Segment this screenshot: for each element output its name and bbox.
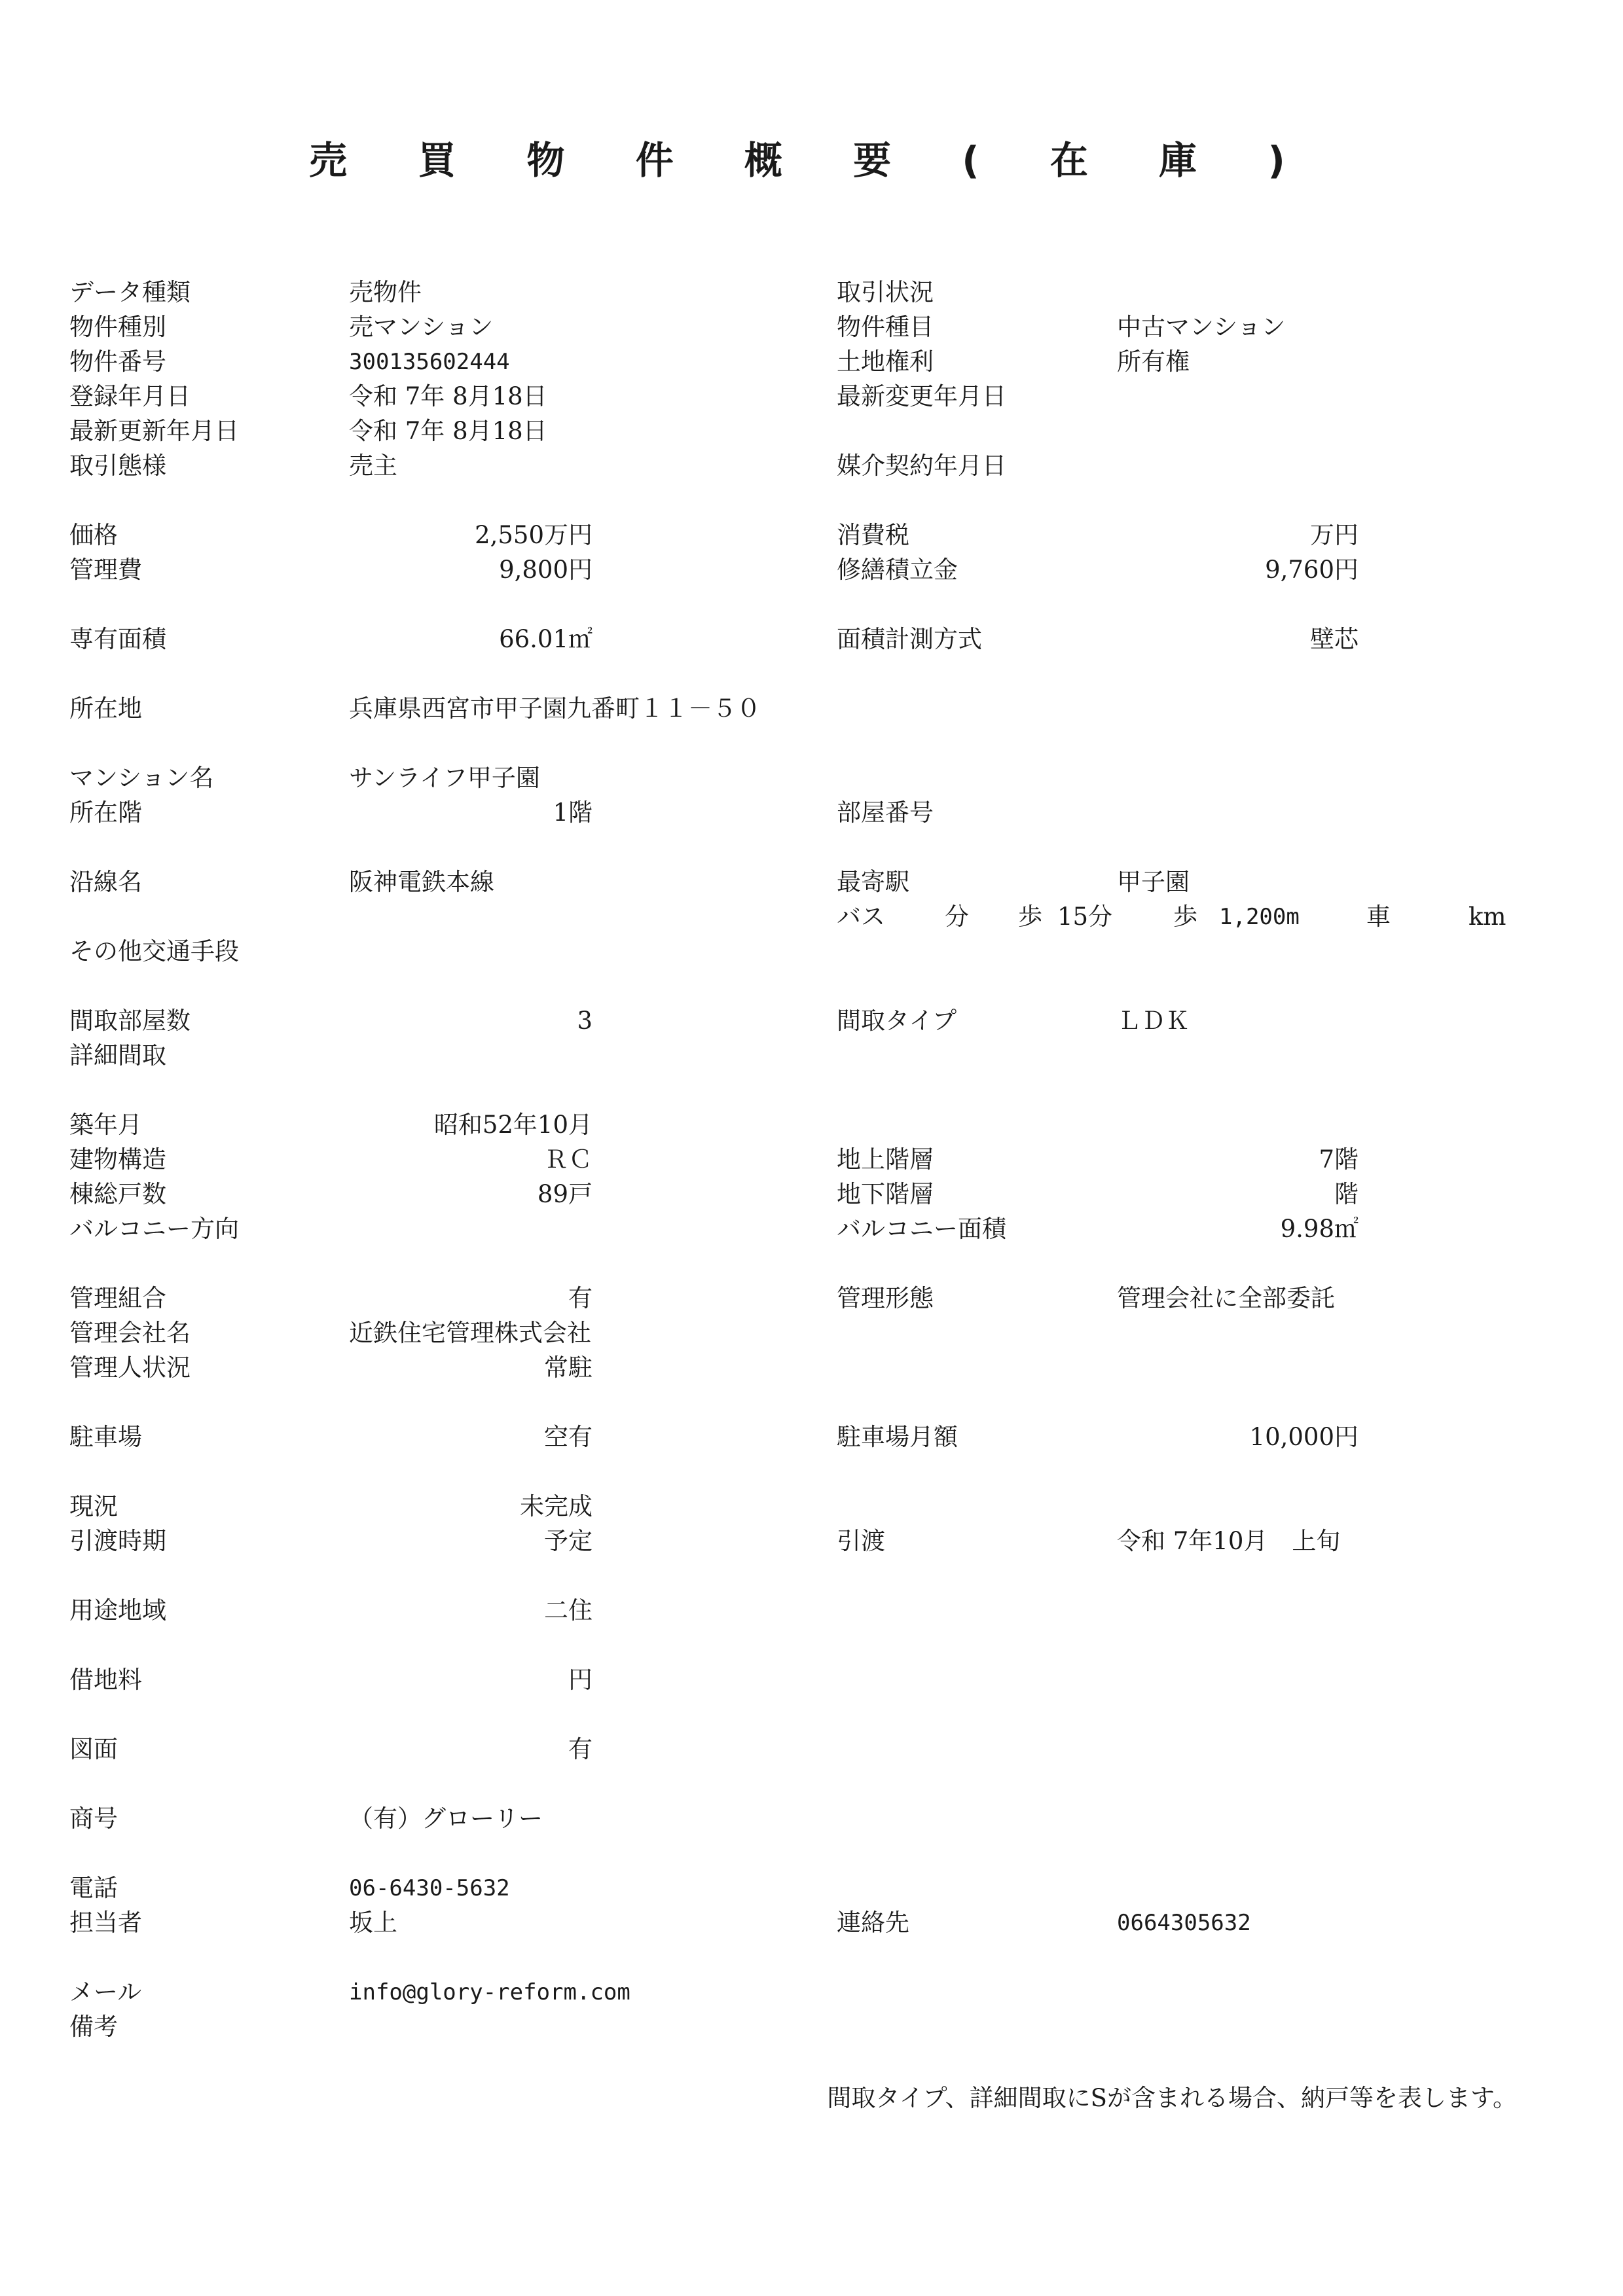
value-mgmt-union: 有 xyxy=(568,1284,593,1312)
value-line: 阪神電鉄本線 xyxy=(349,868,494,896)
access-walk-distance: 1,200m xyxy=(1219,904,1300,930)
label-updated-date: 最新更新年月日 xyxy=(69,417,239,445)
label-mgmt-form: 管理形態 xyxy=(837,1284,934,1312)
value-property-class: 売マンション xyxy=(349,313,494,341)
label-manager-status: 管理人状況 xyxy=(69,1354,191,1382)
label-property-number: 物件番号 xyxy=(69,348,166,376)
label-layout-detail: 詳細間取 xyxy=(69,1041,166,1069)
value-layout-type: ＬＤＫ xyxy=(1117,1007,1190,1035)
label-delivery-timing: 引渡時期 xyxy=(69,1527,166,1555)
value-management-fee: 9,800円 xyxy=(499,556,593,584)
label-land-rent: 借地料 xyxy=(69,1666,142,1694)
label-delivery: 引渡 xyxy=(837,1527,885,1555)
value-registered-date: 令和 7年 8月18日 xyxy=(349,382,547,410)
value-location: 兵庫県西宮市甲子園九番町１１－５０ xyxy=(349,694,761,723)
label-price: 価格 xyxy=(69,521,118,549)
label-mgmt-company: 管理会社名 xyxy=(69,1319,191,1347)
label-rooms: 間取部屋数 xyxy=(69,1007,191,1035)
value-exclusive-area: 66.01㎡ xyxy=(499,625,593,653)
value-below-floors: 階 xyxy=(1334,1180,1359,1208)
label-changed-date: 最新変更年月日 xyxy=(837,382,1006,410)
label-contract-date: 媒介契約年月日 xyxy=(837,452,1006,480)
label-contact: 連絡先 xyxy=(837,1909,909,1937)
access-car-unit: km xyxy=(1468,903,1506,931)
label-drawings: 図面 xyxy=(69,1735,118,1763)
value-repair-reserve: 9,760円 xyxy=(1265,556,1359,584)
label-area-method: 面積計測方式 xyxy=(837,625,982,653)
value-contact: 0664305632 xyxy=(1117,1910,1251,1936)
value-mansion-name: サンライフ甲子園 xyxy=(349,764,540,792)
label-parking: 駐車場 xyxy=(69,1423,142,1451)
label-exclusive-area: 専有面積 xyxy=(69,625,166,653)
access-car-label: 車 xyxy=(1366,903,1391,931)
label-total-units: 棟総戸数 xyxy=(69,1180,166,1208)
value-structure: ＲＣ xyxy=(544,1145,593,1174)
value-property-number: 300135602444 xyxy=(349,349,510,375)
footnote: 間取タイプ、詳細間取にSが含まれる場合、納戸等を表します。 xyxy=(827,2084,1517,2112)
value-rooms: 3 xyxy=(577,1007,593,1035)
label-zoning: 用途地域 xyxy=(69,1596,166,1624)
value-transaction-mode: 売主 xyxy=(349,452,397,480)
value-drawings: 有 xyxy=(568,1735,593,1763)
value-total-units: 89戸 xyxy=(537,1180,593,1208)
value-mgmt-form: 管理会社に全部委託 xyxy=(1117,1284,1335,1312)
label-nearest-station: 最寄駅 xyxy=(837,868,909,896)
label-parking-fee: 駐車場月額 xyxy=(837,1423,958,1451)
label-room-number: 部屋番号 xyxy=(837,798,934,827)
label-repair-reserve: 修繕積立金 xyxy=(837,556,958,584)
label-property-item: 物件種目 xyxy=(837,313,934,341)
label-layout-type: 間取タイプ xyxy=(837,1007,957,1035)
value-area-method: 壁芯 xyxy=(1310,625,1359,653)
access-bus-label: バス xyxy=(837,903,885,931)
label-registered-date: 登録年月日 xyxy=(69,382,191,410)
label-management-fee: 管理費 xyxy=(69,556,142,584)
label-trade-status: 取引状況 xyxy=(837,278,934,306)
label-built: 築年月 xyxy=(69,1111,142,1139)
value-email: info@glory-reform.com xyxy=(349,1979,630,2005)
page-title: 売 買 物 件 概 要 ( 在 庫 ) xyxy=(309,138,1314,183)
value-current-status: 未完成 xyxy=(520,1492,593,1520)
value-parking: 空有 xyxy=(544,1423,593,1451)
value-price: 2,550万円 xyxy=(475,521,593,549)
value-consumption-tax: 万円 xyxy=(1310,521,1359,549)
value-built: 昭和52年10月 xyxy=(433,1111,593,1139)
value-mgmt-company: 近鉄住宅管理株式会社 xyxy=(349,1319,591,1347)
access-bus-minutes: 分 xyxy=(945,903,969,931)
label-phone: 電話 xyxy=(69,1874,118,1902)
value-manager-status: 常駐 xyxy=(544,1354,593,1382)
label-email: メール xyxy=(69,1978,142,2006)
value-floor: 1階 xyxy=(553,798,593,827)
label-notes: 備考 xyxy=(69,2013,118,2041)
value-person: 坂上 xyxy=(349,1909,397,1937)
label-transaction-mode: 取引態様 xyxy=(69,452,166,480)
value-above-floors: 7階 xyxy=(1319,1145,1359,1174)
label-floor: 所在階 xyxy=(69,798,142,827)
value-balcony-area: 9.98㎡ xyxy=(1280,1215,1359,1243)
label-location: 所在地 xyxy=(69,694,142,723)
value-updated-date: 令和 7年 8月18日 xyxy=(349,417,547,445)
access-walk-label-2: 歩 xyxy=(1173,903,1197,931)
label-property-class: 物件種別 xyxy=(69,313,166,341)
label-land-right: 土地権利 xyxy=(837,348,934,376)
label-current-status: 現況 xyxy=(69,1492,118,1520)
label-person: 担当者 xyxy=(69,1909,142,1937)
value-data-kind: 売物件 xyxy=(349,278,422,306)
label-below-floors: 地下階層 xyxy=(837,1180,934,1208)
label-structure: 建物構造 xyxy=(69,1145,166,1174)
value-property-item: 中古マンション xyxy=(1117,313,1286,341)
value-nearest-station: 甲子園 xyxy=(1117,868,1190,896)
label-trade-name: 商号 xyxy=(69,1804,118,1833)
label-other-transport: その他交通手段 xyxy=(69,937,239,965)
label-line: 沿線名 xyxy=(69,868,142,896)
label-mansion-name: マンション名 xyxy=(69,764,214,792)
label-balcony-area: バルコニー面積 xyxy=(837,1215,1006,1243)
value-land-right: 所有権 xyxy=(1117,348,1190,376)
value-delivery: 令和 7年10月 上旬 xyxy=(1117,1527,1341,1555)
label-mgmt-union: 管理組合 xyxy=(69,1284,166,1312)
value-zoning: 二住 xyxy=(544,1596,593,1624)
access-walk-label: 歩 xyxy=(1018,903,1042,931)
value-phone: 06-6430-5632 xyxy=(349,1875,510,1901)
access-walk-minutes: 15分 xyxy=(1057,903,1113,931)
label-data-kind: データ種類 xyxy=(69,278,191,306)
value-delivery-timing: 予定 xyxy=(544,1527,593,1555)
label-balcony-direction: バルコニー方向 xyxy=(69,1215,239,1243)
value-trade-name: （有）グローリー xyxy=(349,1804,543,1833)
value-land-rent: 円 xyxy=(568,1666,593,1694)
label-above-floors: 地上階層 xyxy=(837,1145,934,1174)
label-consumption-tax: 消費税 xyxy=(837,521,909,549)
value-parking-fee: 10,000円 xyxy=(1249,1423,1359,1451)
